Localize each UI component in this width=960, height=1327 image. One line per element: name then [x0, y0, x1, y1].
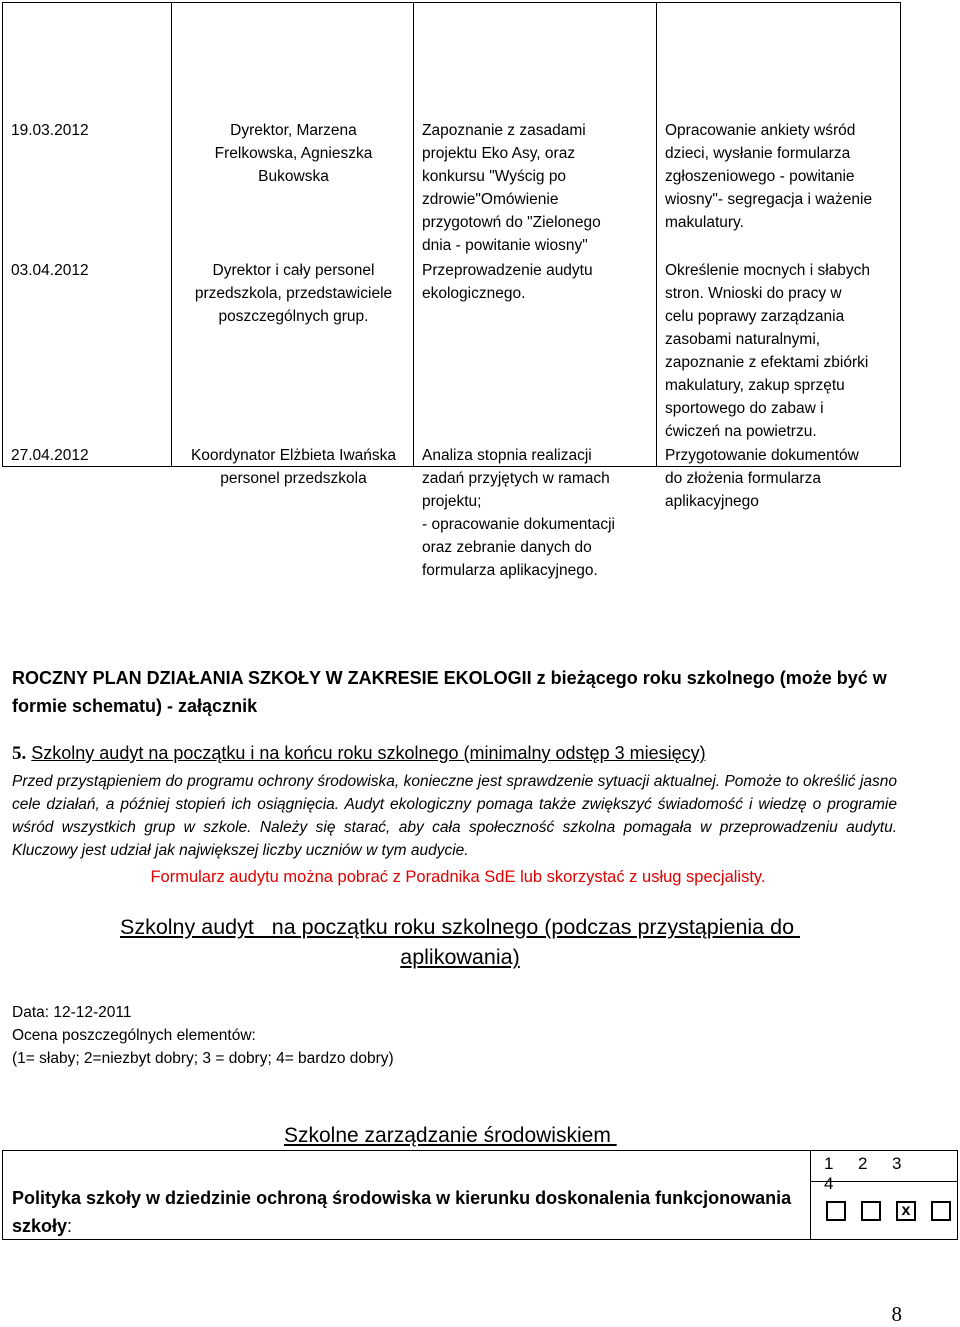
text-line: Frelkowska, Agnieszka — [214, 145, 373, 162]
text-line: formularza aplikacyjnego. — [422, 562, 598, 579]
text-line: projektu Eko Asy, oraz — [422, 145, 576, 162]
rating-label: Ocena poszczególnych elementów: — [12, 1027, 256, 1044]
text-line: Dyrektor i cały personel — [212, 262, 375, 279]
audit-form-note: Formularz audytu można pobrać z Poradnika SdE lub skorzystać z usług specjalisty. — [150, 868, 766, 886]
text-line: makulatury, zakup sprzętu — [665, 377, 845, 394]
policy-text: Polityka szkoły w dziedzinie ochroną środowiska w kierunku doskonalenia funkcjonowania szkoły — [12, 1188, 792, 1236]
section-number: 5. — [12, 743, 27, 764]
text-line: Opracowanie ankiety wśród — [665, 122, 856, 139]
audit-info — [12, 1001, 394, 1070]
scale-2: 2 — [858, 1154, 868, 1173]
audit-title — [40, 912, 880, 972]
text-line: ekologicznego. — [422, 285, 526, 302]
text-line: zasobami naturalnymi, — [665, 331, 821, 348]
text-line: zdrowie"Omówienie — [422, 191, 559, 208]
text-line: ćwiczeń na powietrzu. — [665, 423, 817, 440]
date-3: 27.04.2012 — [11, 447, 89, 464]
activity-3 — [422, 444, 650, 582]
audit-title-line-2: aplikowania) — [400, 945, 520, 969]
participants-column — [172, 3, 414, 487]
date-2: 03.04.2012 — [11, 262, 89, 279]
participants-2 — [180, 259, 407, 328]
text-line: wiosny"- segregacja i ważenie — [665, 191, 873, 208]
section-paragraph: Przed przystąpieniem do programu ochrony środowiska, konieczne jest sprawdzenie sytuacji aktualnej. Pomoże to określić jasno cele działań, a później stopień ich osiągnięcia. Audyt ekologiczny pomaga także zwiększyć świadomość i wiedzę o programie wśród wszystkich grup w szkole. Należy się starać, aby cała społeczność szkolna pomagała w przeprowadzeniu audytu. Kluczowy jest udział jak największej liczby uczniów w tym audycie. — [12, 773, 897, 859]
text-line: przygotowń do "Zielonego — [422, 214, 601, 231]
text-line: przedszkola, przedstawiciele — [194, 285, 393, 302]
rating-scale-header — [824, 1154, 958, 1194]
scale-4: 4 — [824, 1174, 834, 1193]
text-line: zapoznanie z efektami zbiórki — [665, 354, 869, 371]
text-line: Bukowska — [258, 168, 329, 185]
rating-checkbox-2[interactable] — [861, 1201, 881, 1221]
audit-title-line-1: Szkolny audyt na początku roku szkolnego (podczas przystąpienia do — [119, 915, 801, 939]
text-line: celu poprawy zarządzania — [665, 308, 845, 325]
text-line: personel przedszkola — [220, 470, 367, 487]
participants-3 — [180, 444, 407, 490]
text-line: Analiza stopnia realizacji — [422, 447, 592, 464]
date-column — [3, 3, 172, 467]
text-line: Przeprowadzenie audytu — [422, 262, 593, 279]
result-column — [657, 3, 901, 510]
text-line: dnia - powitanie wiosny" — [422, 237, 588, 254]
date-1: 19.03.2012 — [11, 122, 89, 139]
rating-checkbox-4[interactable] — [931, 1201, 951, 1221]
result-3 — [665, 444, 894, 513]
page-number: 8 — [891, 1302, 902, 1326]
text-line: projektu; — [422, 493, 482, 510]
schedule-table — [2, 2, 901, 579]
rating-checkbox-1[interactable] — [826, 1201, 846, 1221]
scale-legend: (1= słaby; 2=niezbyt dobry; 3 = dobry; 4= bardzo dobry) — [12, 1050, 394, 1067]
text-line: sportowego do zabaw i — [665, 400, 824, 417]
result-2 — [665, 259, 894, 443]
section-5-heading — [12, 740, 912, 767]
text-line: - opracowanie dokumentacji — [422, 516, 615, 533]
text-line: Koordynator Elżbieta Iwańska — [190, 447, 397, 464]
activity-2 — [422, 259, 650, 305]
text-line: oraz zebranie danych do — [422, 539, 592, 556]
text-line: Dyrektor, Marzena — [230, 122, 357, 139]
text-line: poszczególnych grup. — [218, 308, 369, 325]
audit-date: Data: 12-12-2011 — [12, 1004, 132, 1021]
policy-criterion — [12, 1184, 792, 1240]
text-line: zgłoszeniowego - powitanie — [665, 168, 855, 185]
text-line: zadań przyjętych w ramach — [422, 470, 610, 487]
management-title: Szkolne zarządzanie środowiskiem — [284, 1124, 617, 1147]
rating-table — [2, 1150, 958, 1240]
section-title: Szkolny audyt na początku i na końcu roku szkolnego (minimalny odstęp 3 miesięcy) — [31, 743, 706, 763]
text-line: Przygotowanie dokumentów — [665, 447, 859, 464]
policy-colon: : — [67, 1216, 73, 1236]
annual-plan-heading: ROCZNY PLAN DZIAŁANIA SZKOŁY W ZAKRESIE EKOLOGII z bieżącego roku szkolnego (może być w formie schematu) - załącznik — [12, 668, 887, 716]
text-line: konkursu "Wyścig po — [422, 168, 567, 185]
rating-table-divider — [810, 1150, 811, 1240]
activity-column — [414, 3, 657, 579]
text-line: dzieci, wysłanie formularza — [665, 145, 851, 162]
scale-3: 3 — [892, 1154, 902, 1173]
text-line: Zapoznanie z zasadami — [422, 122, 586, 139]
result-1 — [665, 119, 894, 234]
text-line: makulatury. — [665, 214, 744, 231]
rating-checkbox-3[interactable]: x — [896, 1201, 916, 1221]
text-line: stron. Wnioski do pracy w — [665, 285, 842, 302]
scale-1: 1 — [824, 1154, 834, 1173]
text-line: do złożenia formularza — [665, 470, 821, 487]
activity-1 — [422, 119, 650, 257]
text-line: aplikacyjnego — [665, 493, 759, 510]
text-line: Określenie mocnych i słabych — [665, 262, 871, 279]
participants-1 — [180, 119, 407, 188]
